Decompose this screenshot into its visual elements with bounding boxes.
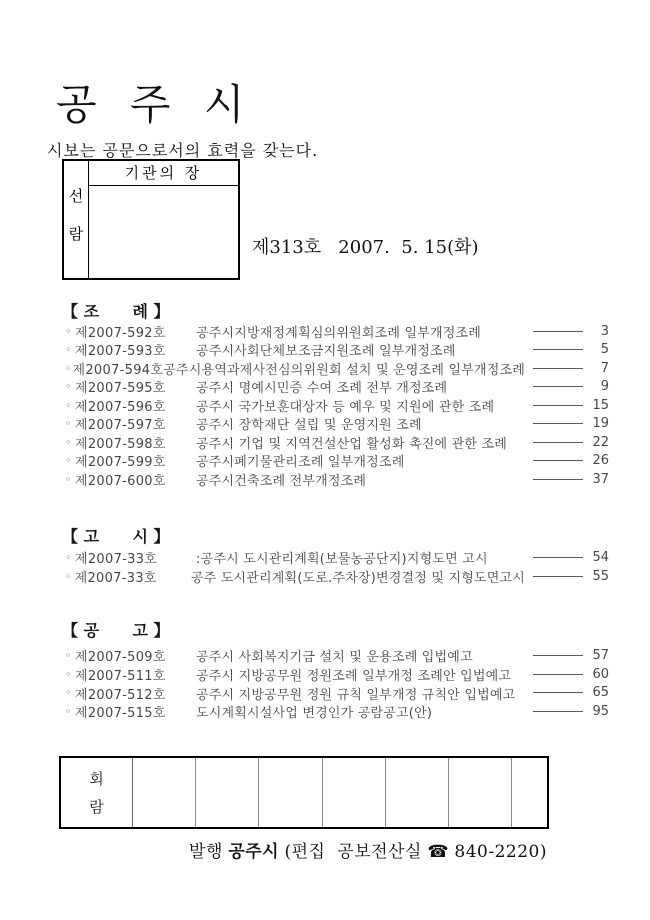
leader-line [533,386,583,387]
publisher-footer [0,837,547,862]
item-title: 공주시용역과제사전심의위원회 설치 및 운영조례 일부개정조례 [163,362,525,378]
item-page: 26 [592,453,609,469]
item-bullet: ◦ [65,705,72,719]
toc-item [65,665,609,684]
item-number: 제2007-600호 [75,473,166,489]
notice-list [65,548,609,586]
item-title: 공주시 지방공무원 정원 규칙 일부개정 규칙안 입법예고 [196,687,516,703]
approval-signature-cell [89,186,238,278]
item-bullet: ◦ [65,343,72,357]
item-title: 공주시 사회복지기금 설치 및 운용조례 입법예고 [196,649,473,665]
toc-item [65,684,609,703]
toc-item [65,433,609,452]
footer-prefix: 발행 [189,842,223,862]
toc-item [65,322,609,341]
item-title: 공주 도시관리계획(도로.주차장)변경결정 및 지형도면고시 [190,571,525,586]
leader-line [533,576,583,577]
item-page: 3 [600,323,609,339]
item-number: 제2007-593호 [75,344,166,360]
leader-line [533,423,583,424]
circulation-cell [259,758,322,827]
item-title: 공주시사회단체보조금지원조례 일부개정조례 [196,344,456,360]
toc-item [65,470,609,489]
announcement-list [65,646,609,721]
footer-editor: (편집 공보전산실 [284,842,422,862]
item-title: 공주시 장학재단 설립 및 운영지원 조례 [196,418,422,434]
approval-header: 기관의 장 [89,161,238,186]
item-number: 제2007-515호 [75,706,166,722]
circulation-cell [449,758,512,827]
toc-item [65,396,609,415]
item-number: 제2007-594호 [72,362,164,378]
toc-item [65,567,609,586]
leader-line [533,711,583,712]
item-number: 제2007-511호 [75,668,166,684]
leader-line [533,692,583,693]
item-bullet: ◦ [65,551,72,564]
item-number: 제2007-512호 [75,687,166,703]
item-bullet: ◦ [65,570,72,583]
item-number: 제2007-592호 [75,325,166,341]
toc-item [65,341,609,360]
leader-line [533,442,583,443]
leader-line [533,655,583,656]
item-bullet: ◦ [65,667,72,681]
item-page: 65 [592,685,609,701]
item-bullet: ◦ [65,472,72,486]
item-number: 제2007-33호 [75,552,158,567]
item-page: 15 [592,397,609,413]
item-title: 공주시 국가보훈대상자 등 예우 및 지원에 관한 조례 [196,399,495,415]
circulation-side-label [61,758,133,827]
item-title: 공주시건축조례 전부개정조례 [196,473,367,489]
leader-line [533,349,583,350]
leader-line [533,331,583,332]
toc-item [65,378,609,397]
item-title: 공주시 지방공무원 정원조례 일부개정 조례안 입법예고 [196,668,512,684]
footer-publisher: 공주시 [228,842,280,862]
item-bullet: ◦ [65,648,72,662]
leader-line [533,479,583,480]
section-heading-announcement: 【 공 고 】 [62,621,170,640]
item-bullet: ◦ [65,398,72,412]
approval-box [62,159,240,280]
item-page: 19 [592,416,609,432]
item-title: 공주시 기업 및 지역건설산업 활성화 촉진에 관한 조례 [196,436,508,452]
toc-item [65,415,609,434]
item-number: 제2007-595호 [75,381,166,397]
toc-item [65,359,609,378]
circulation-cell [386,758,449,827]
leader-line [533,674,583,675]
circulation-side-char-bottom: 람 [89,797,104,816]
footer-phone: 840-2220) [454,842,547,862]
item-bullet: ◦ [65,454,72,468]
item-page: 5 [600,342,609,358]
circulation-cell [323,758,386,827]
item-page: 37 [592,471,609,487]
section-heading-notice: 【 고 시 】 [62,527,170,546]
item-page: 7 [600,360,609,376]
item-page: 60 [592,666,609,682]
item-bullet: ◦ [65,380,72,394]
item-bullet: ◦ [65,686,72,700]
item-number: 제2007-596호 [75,399,166,415]
leader-line [533,557,583,558]
circulation-cell [196,758,259,827]
item-page: 54 [592,550,609,565]
item-page: 95 [592,704,609,720]
item-bullet: ◦ [65,324,72,338]
item-number: 제2007-598호 [75,436,166,452]
circulation-side-char-top: 회 [89,770,104,789]
approval-side-char-bottom: 람 [68,224,84,243]
issue-number-date: 제313호 2007. 5. 15(화) [252,237,479,258]
gazette-motto: 시보는 공문으로서의 효력을 갖는다. [47,141,319,160]
circulation-cell [512,758,547,827]
item-number: 제2007-509호 [75,649,166,665]
item-number: 제2007-599호 [75,455,166,471]
item-page: 55 [592,569,609,584]
circulation-cell [133,758,196,827]
phone-icon: ☎ [427,842,449,862]
item-title: 도시계획시설사업 변경인가 공람공고(안) [196,706,433,722]
item-bullet: ◦ [65,435,72,449]
leader-line [533,405,583,406]
toc-item [65,452,609,471]
ordinance-list [65,322,609,489]
item-bullet: ◦ [65,417,72,431]
circulation-box [59,756,549,829]
item-number: 제2007-597호 [75,418,166,434]
toc-item [65,548,609,567]
item-title: 공주시폐기물관리조례 일부개정조례 [196,455,405,471]
item-page: 57 [592,647,609,663]
toc-item [65,646,609,665]
item-title: :공주시 도시관리계획(보물농공단지)지형도면 고시 [196,552,488,567]
item-number: 제2007-33호 [74,571,157,586]
toc-item [65,702,609,721]
leader-line [533,368,583,369]
approval-side-char-top: 선 [68,187,84,206]
item-bullet: ◦ [65,361,72,375]
item-title: 공주시지방재정계획심의위원회조례 일부개정조례 [196,325,482,341]
item-page: 22 [592,434,609,450]
approval-side-label [64,161,89,278]
leader-line [533,460,583,461]
city-title: 공 주 시 [56,80,255,129]
item-page: 9 [600,379,609,395]
section-heading-ordinance: 【 조 례 】 [62,302,170,321]
item-title: 공주시 명예시민증 수여 조례 전부 개정조례 [196,381,448,397]
approval-main [89,161,238,278]
